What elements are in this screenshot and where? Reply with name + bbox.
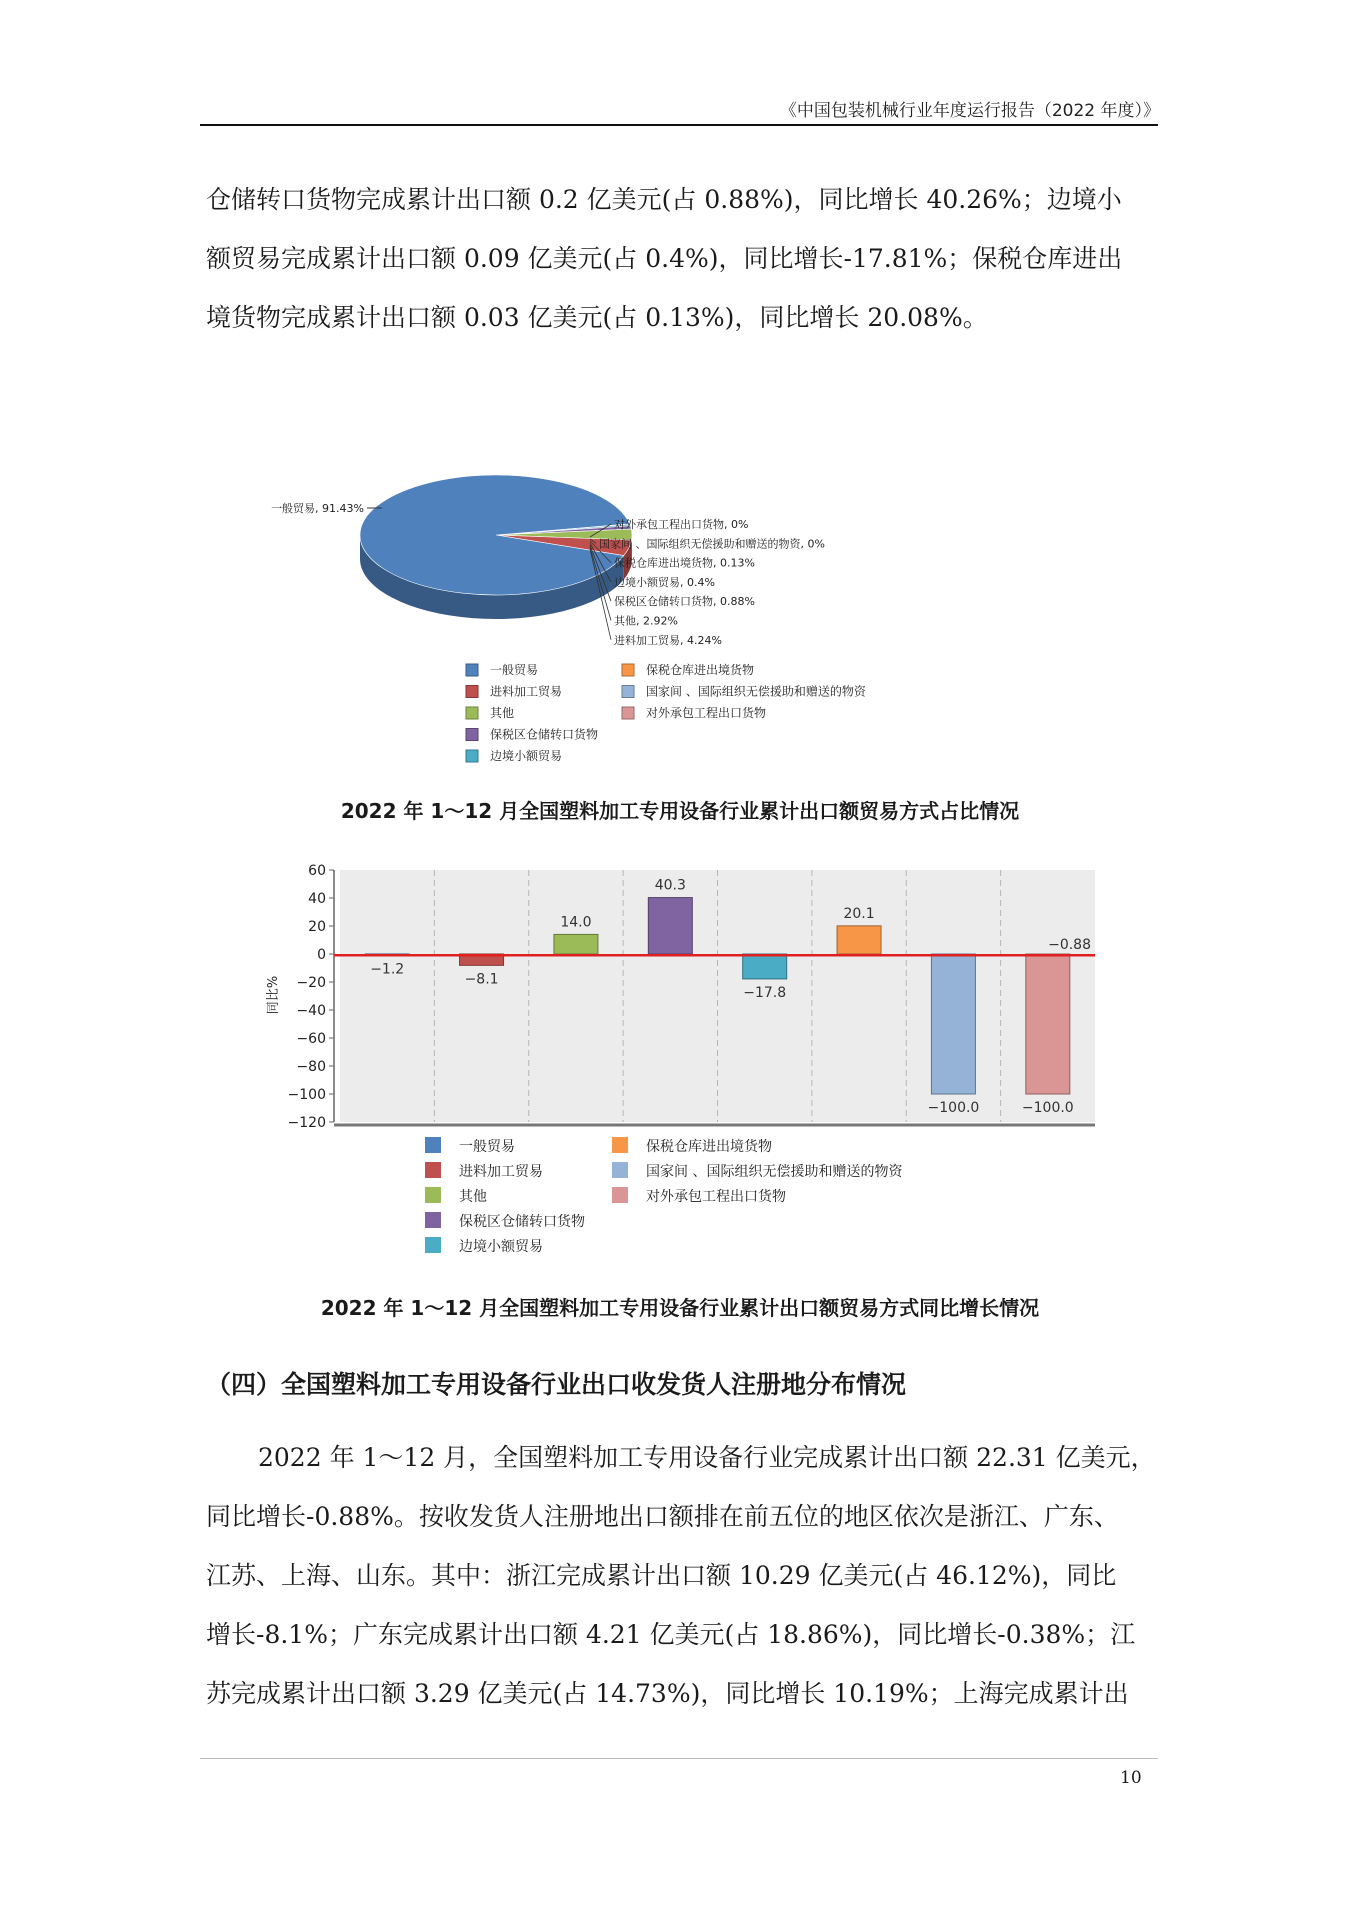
footer-rule (200, 1758, 1158, 1759)
legend-label: 进料加工贸易 (490, 684, 563, 699)
y-tick-label: 20 (308, 919, 326, 935)
y-tick-label: −20 (296, 975, 326, 991)
legend-swatch (612, 1187, 628, 1203)
bar-value-label: 20.1 (843, 905, 875, 922)
legend-swatch (425, 1187, 441, 1203)
running-header: 《中国包装机械行业年度运行报告（2022 年度）》 (779, 101, 1160, 121)
pie-chart (271, 445, 1040, 775)
bar-value-label: 40.3 (654, 877, 686, 894)
bar-value-label: −100.0 (1021, 1100, 1074, 1116)
y-tick-label: −60 (296, 1031, 326, 1047)
reference-line-label: −0.88 (1048, 937, 1091, 954)
text-line: 江苏、上海、山东。其中：浙江完成累计出口额 10.29 亿美元(占 46.12%)，同比 (206, 1561, 1117, 1590)
section-heading: （四）全国塑料加工专用设备行业出口收发货人注册地分布情况 (206, 1370, 907, 1399)
legend-label: 国家间 、国际组织无偿援助和赠送的物资 (646, 1164, 903, 1180)
legend-label: 保税仓库进出境货物 (646, 663, 755, 677)
legend-label: 一般贸易 (490, 663, 539, 677)
legend-swatch (466, 664, 478, 676)
y-tick-label: 60 (308, 863, 326, 879)
legend-swatch (622, 686, 634, 698)
legend-swatch (612, 1137, 628, 1153)
legend-label: 保税仓库进出境货物 (646, 1139, 772, 1155)
pie-data-label: 一般贸易, 91.43% (271, 502, 364, 515)
text-line: 增长-8.1%；广东完成累计出口额 4.21 亿美元(占 18.86%)，同比增长-0.38%；江 (206, 1620, 1136, 1649)
y-tick-label: −40 (296, 1003, 326, 1019)
legend-label: 边境小额贸易 (490, 749, 563, 763)
text-line: 苏完成累计出口额 3.29 亿美元(占 14.73%)，同比增长 10.19%；上海完成累计出 (206, 1679, 1129, 1708)
y-tick-label: −120 (287, 1115, 326, 1131)
bar-value-label: −1.2 (370, 961, 405, 978)
text-line: 境货物完成累计出口额 0.03 亿美元(占 0.13%)，同比增长 20.08%。 (206, 303, 988, 332)
bar-value-label: −100.0 (927, 1100, 980, 1116)
y-tick-label: −100 (287, 1087, 326, 1103)
legend-label: 对外承包工程出口货物 (646, 1189, 786, 1205)
pie-data-label: 其他, 2.92% (614, 614, 678, 628)
pie-data-label: 保税区仓储转口货物, 0.88% (614, 595, 755, 609)
legend-label: 对外承包工程出口货物 (646, 706, 767, 720)
paragraph-regions (206, 1428, 1158, 1723)
bar-chart (255, 855, 1115, 1275)
bar (743, 954, 787, 979)
y-tick-label: 0 (317, 947, 326, 963)
pie-data-label: 保税仓库进出境货物, 0.13% (614, 556, 755, 570)
bar (837, 926, 881, 954)
pie-data-label: 边境小额贸易, 0.4% (614, 575, 715, 589)
legend-swatch (425, 1212, 441, 1228)
bar-value-label: −8.1 (464, 971, 499, 988)
legend-swatch (425, 1137, 441, 1153)
pie-chart-caption: 2022 年 1～12 月全国塑料加工专用设备行业累计出口额贸易方式占比情况 (340, 799, 1020, 823)
text-line: 额贸易完成累计出口额 0.09 亿美元(占 0.4%)，同比增长-17.81%；保税仓库进出 (206, 244, 1123, 273)
legend-swatch (425, 1237, 441, 1253)
text-line: 2022 年 1～12 月，全国塑料加工专用设备行业完成累计出口额 22.31 亿美元， (258, 1443, 1156, 1472)
bar-chart-caption: 2022 年 1～12 月全国塑料加工专用设备行业累计出口额贸易方式同比增长情况 (320, 1296, 1040, 1320)
legend-swatch (466, 707, 478, 719)
pie-data-label: 对外承包工程出口货物, 0% (614, 518, 749, 531)
legend-label: 保税区仓储转口货物 (490, 727, 599, 742)
legend-label: 一般贸易 (459, 1139, 515, 1155)
bar-value-label: 14.0 (560, 914, 592, 931)
legend-label: 国家间 、国际组织无偿援助和赠送的物资 (646, 684, 866, 699)
legend-swatch (466, 729, 478, 741)
legend-label: 其他 (459, 1189, 487, 1205)
paragraph-trade-modes (206, 170, 1158, 347)
bar (1026, 954, 1070, 1094)
bar (931, 954, 975, 1094)
legend-swatch (612, 1162, 628, 1178)
bar (554, 934, 598, 954)
legend-label: 边境小额贸易 (459, 1239, 543, 1255)
y-tick-label: 40 (308, 891, 326, 907)
header-rule (200, 124, 1158, 126)
legend-label: 其他 (490, 706, 515, 720)
text-line: 仓储转口货物完成累计出口额 0.2 亿美元(占 0.88%)，同比增长 40.26%；边境小 (206, 185, 1122, 214)
legend-label: 进料加工贸易 (459, 1164, 543, 1180)
bar (648, 898, 692, 954)
legend-swatch (466, 686, 478, 698)
legend-swatch (622, 664, 634, 676)
legend-swatch (466, 750, 478, 762)
pie-data-label: 进料加工贸易, 4.24% (614, 633, 722, 647)
text-line: 同比增长-0.88%。按收发货人注册地出口额排在前五位的地区依次是浙江、广东、 (206, 1502, 1119, 1531)
y-tick-label: −80 (296, 1059, 326, 1075)
bar-value-label: −17.8 (743, 984, 787, 1001)
legend-swatch (622, 707, 634, 719)
page-number: 10 (1120, 1768, 1142, 1788)
pie-data-label: 国家间 、国际组织无偿援助和赠送的物资, 0% (599, 537, 825, 551)
legend-label: 保税区仓储转口货物 (459, 1214, 585, 1230)
legend-swatch (425, 1162, 441, 1178)
y-axis-label: 同比% (266, 975, 281, 1015)
